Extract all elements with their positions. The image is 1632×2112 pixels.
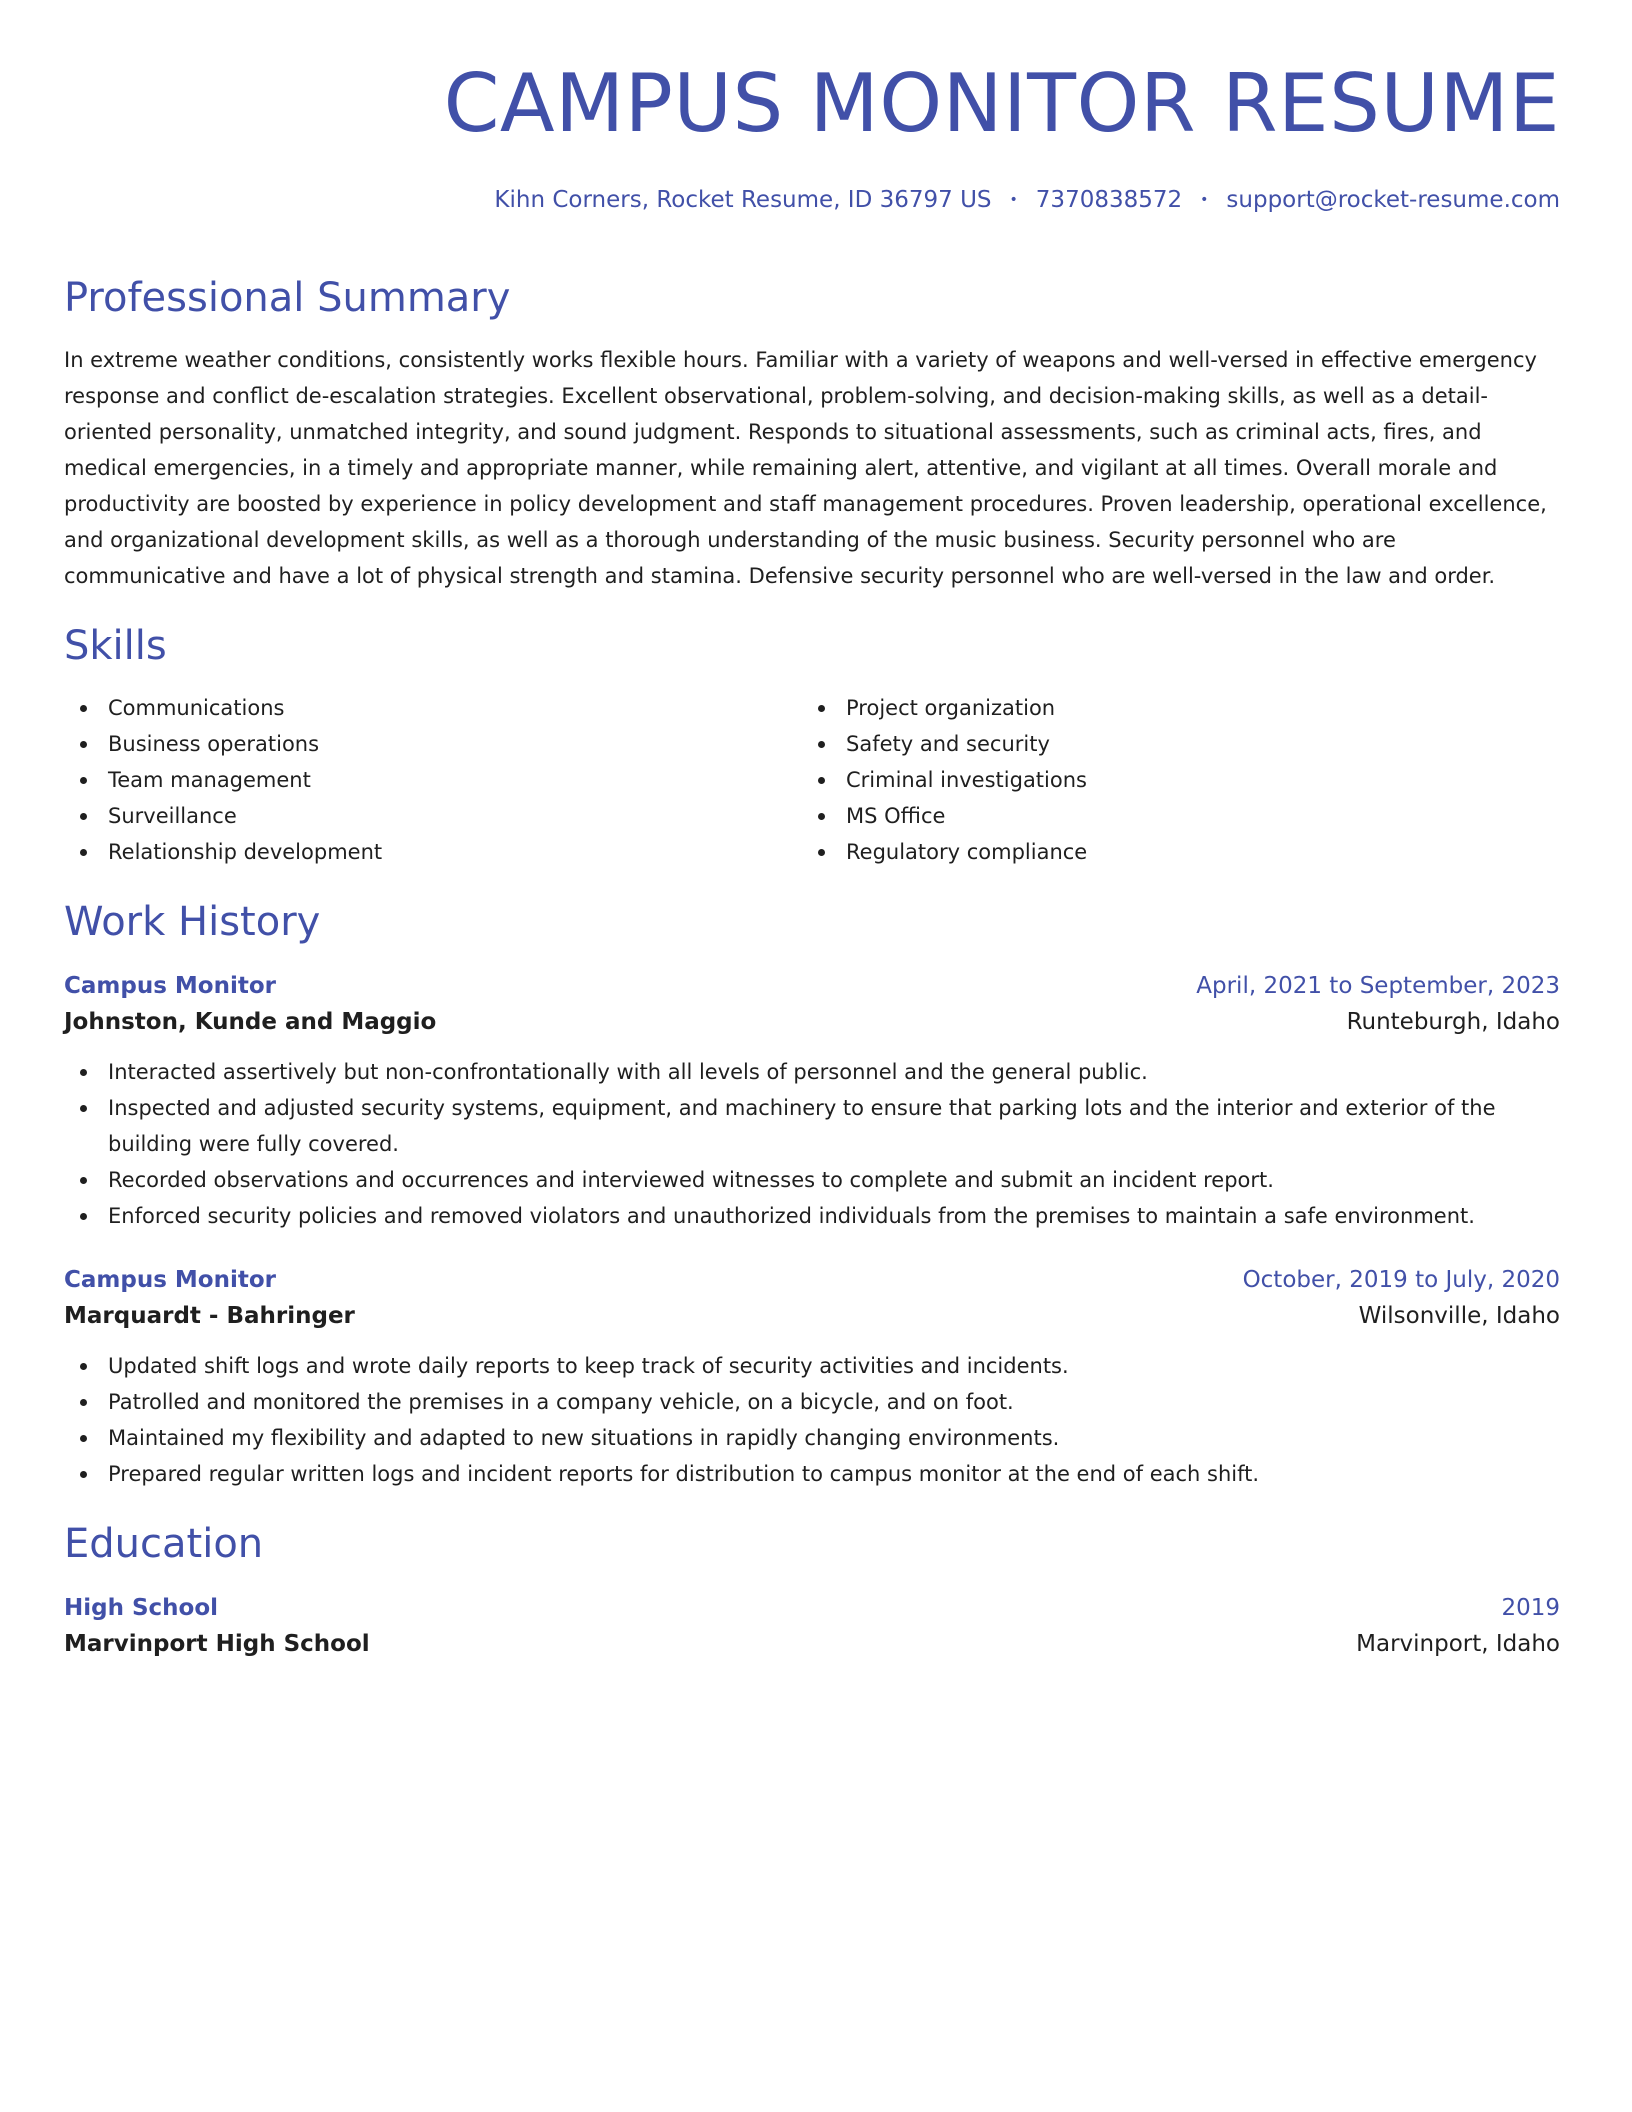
contact-line xyxy=(64,186,1560,214)
skills-list xyxy=(64,690,1560,870)
job-bullet: Prepared regular written logs and incident reports for distribution to campus monitor at the end of each shift. xyxy=(64,1456,1560,1492)
summary-heading: Professional Summary xyxy=(64,275,511,321)
education-degree: High School xyxy=(64,1595,219,1621)
job-location: Runteburgh, Idaho xyxy=(1346,1009,1560,1035)
skill-item: Team management xyxy=(64,762,802,798)
work-history-heading: Work History xyxy=(64,899,321,945)
contact-phone: 7370838572 xyxy=(1035,187,1183,213)
job-bullet: Recorded observations and occurrences and interviewed witnesses to complete and submit an incident report. xyxy=(64,1162,1560,1198)
summary-text: In extreme weather conditions, consistently works flexible hours. Familiar with a variety of weapons and well-versed in effective emergency response and conflict de-escalation strategies. Excellent observational, problem-solving, and decision-making skills, as well as a detail-oriented personality, unmatched integrity, and sound judgment. Responds to situational assessments, such as criminal acts, fires, and medical emergencies, in a timely and appropriate manner, while remaining alert, attentive, and vigilant at all times. Overall morale and productivity are boosted by experience in policy development and staff management procedures. Proven leadership, operational excellence, and organizational development skills, as well as a thorough understanding of the music business. Security personnel who are communicative and have a lot of physical strength and stamina. Defensive security personnel who are well-versed in the law and order. xyxy=(64,348,1547,588)
education-entry xyxy=(64,1592,1560,1664)
job-company: Marquardt - Bahringer xyxy=(64,1303,355,1329)
resume-name: CAMPUS MONITOR RESUME xyxy=(443,57,1560,150)
job-header xyxy=(64,970,1560,1002)
skills-column-right xyxy=(802,690,1540,870)
job-bullet: Maintained my flexibility and adapted to new situations in rapidly changing environments. xyxy=(64,1420,1560,1456)
skill-item: Regulatory compliance xyxy=(802,834,1540,870)
job-bullet: Patrolled and monitored the premises in a company vehicle, on a bicycle, and on foot. xyxy=(64,1384,1560,1420)
contact-separator: • xyxy=(1009,192,1018,208)
job-bullets xyxy=(64,1348,1560,1492)
job-bullet: Enforced security policies and removed violators and unauthorized individuals from the premises to maintain a safe environment. xyxy=(64,1198,1560,1234)
job-dates: April, 2021 to September, 2023 xyxy=(1196,973,1560,999)
skill-item: Surveillance xyxy=(64,798,802,834)
skill-item: Communications xyxy=(64,690,802,726)
job-company: Johnston, Kunde and Maggio xyxy=(64,1009,437,1035)
skill-item: Business operations xyxy=(64,726,802,762)
contact-address: Kihn Corners, Rocket Resume, ID 36797 US xyxy=(494,187,992,213)
job-bullets xyxy=(64,1054,1560,1234)
job-entry xyxy=(64,970,1560,1234)
skill-item: Relationship development xyxy=(64,834,802,870)
education-location: Marvinport, Idaho xyxy=(1356,1631,1560,1657)
job-title: Campus Monitor xyxy=(64,1267,276,1293)
skill-item: Project organization xyxy=(802,690,1540,726)
job-bullet: Inspected and adjusted security systems, equipment, and machinery to ensure that parking lots and the interior and exterior of the building were fully covered. xyxy=(64,1090,1560,1162)
education-subheader xyxy=(64,1624,1560,1664)
job-subheader xyxy=(64,1296,1560,1336)
skill-item: Criminal investigations xyxy=(802,762,1540,798)
job-dates: October, 2019 to July, 2020 xyxy=(1242,1267,1560,1293)
contact-email: support@rocket-resume.com xyxy=(1226,187,1560,213)
education-school: Marvinport High School xyxy=(64,1631,370,1657)
education-year: 2019 xyxy=(1501,1595,1560,1621)
contact-separator: • xyxy=(1200,192,1209,208)
skill-item: MS Office xyxy=(802,798,1540,834)
job-title: Campus Monitor xyxy=(64,973,276,999)
job-bullet: Interacted assertively but non-confrontationally with all levels of personnel and the general public. xyxy=(64,1054,1560,1090)
skills-column-left xyxy=(64,690,802,870)
skills-heading: Skills xyxy=(64,623,167,669)
resume-page xyxy=(64,0,1560,1664)
education-heading: Education xyxy=(64,1521,264,1567)
job-entry xyxy=(64,1264,1560,1492)
job-header xyxy=(64,1264,1560,1296)
job-subheader xyxy=(64,1002,1560,1042)
skill-item: Safety and security xyxy=(802,726,1540,762)
job-bullet: Updated shift logs and wrote daily reports to keep track of security activities and incidents. xyxy=(64,1348,1560,1384)
education-header xyxy=(64,1592,1560,1624)
job-location: Wilsonville, Idaho xyxy=(1358,1303,1560,1329)
